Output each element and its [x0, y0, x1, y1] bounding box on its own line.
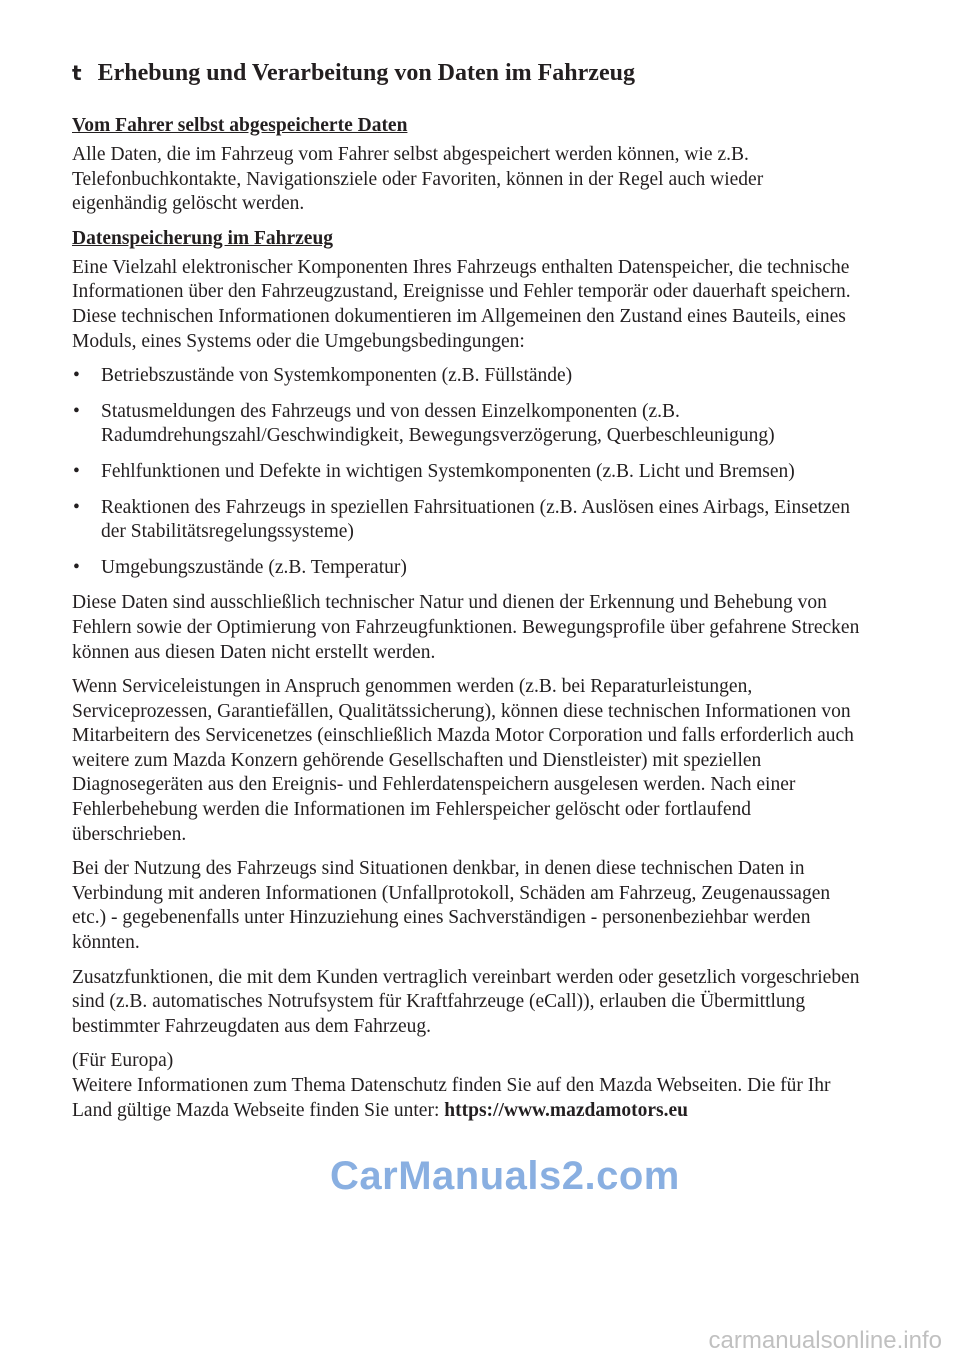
region-note: (Für Europa)	[72, 1050, 174, 1072]
section-marker: t	[72, 61, 82, 85]
para-privacy-info	[72, 1049, 862, 1123]
page-title	[72, 58, 862, 88]
para-personal-data: Bei der Nutzung des Fahrzeugs sind Situationen denkbar, in denen diese technischen Daten in Verbindung mit anderen Informationen (Unfallprotokoll, Schäden am Fahrzeug, Zeugenaussagen etc.) - gegebenenfalls unter Hinzuziehung eines Sachverständigen - personenbeziehbar werden könnten.	[72, 858, 831, 954]
bullet-list	[72, 364, 862, 580]
list-item: • Umgebungszustände (z.B. Temperatur)	[72, 556, 862, 581]
bullet-icon: •	[73, 460, 80, 482]
para-additional-functions: Zusatzfunktionen, die mit dem Kunden vertraglich vereinbart werden oder gesetzlich vorgeschrieben sind (z.B. automatisches Notrufsystem für Kraftfahrzeuge (eCall)), erlauben die Übermittlung bestimmter Fahrzeugdaten aus dem Fahrzeug.	[72, 966, 860, 1037]
list-item: • Betriebszustände von Systemkomponenten (z.B. Füllstände)	[72, 364, 862, 389]
privacy-text: Weitere Informationen zum Thema Datenschutz finden Sie auf den Mazda Webseiten. Die für Ihr Land gültige Mazda Webseite finden Sie unter:	[72, 1075, 831, 1121]
list-item: • Fehlfunktionen und Defekte in wichtigen Systemkomponenten (z.B. Licht und Bremsen)	[72, 460, 862, 485]
para-technical-nature: Diese Daten sind ausschließlich technischer Natur und dienen der Erkennung und Behebung von Fehlern sowie der Optimierung von Fahrzeugfunktionen. Bewegungsprofile über gefahrene Strecken können aus diesen Daten nicht erstellt werden.	[72, 592, 860, 663]
list-item: • Statusmeldungen des Fahrzeugs und von dessen Einzelkomponenten (z.B. Radumdrehungszahl/Geschwindigkeit, Bewegungsverzögerung, Querbeschleunigung)	[73, 400, 775, 447]
para-driver-data: Alle Daten, die im Fahrzeug vom Fahrer selbst abgespeichert werden können, wie z.B. Telefonbuchkontakte, Navigationsziele oder Favoriten, können in der Regel auch wieder eigenhändig gelöscht werden.	[72, 144, 764, 215]
bullet-icon: •	[73, 400, 80, 422]
bullet-icon: •	[73, 496, 80, 518]
heading-driver-data: Vom Fahrer selbst abgespeicherte Daten	[72, 115, 408, 136]
bullet-icon: •	[73, 365, 80, 387]
list-item: • Reaktionen des Fahrzeugs in speziellen Fahrsituationen (z.B. Auslösen eines Airbags, Einsetzen der Stabilitätsregelungssysteme)	[73, 496, 850, 543]
heading-data-storage: Datenspeicherung im Fahrzeug	[72, 227, 334, 249]
page-title-text: Erhebung und Verarbeitung von Daten im Fahrzeug	[97, 60, 635, 86]
brand-watermark: CarManuals2.com	[330, 1154, 680, 1198]
bullet-icon: •	[73, 556, 80, 578]
para-storage-intro: Eine Vielzahl elektronischer Komponenten Ihres Fahrzeugs enthalten Datenspeicher, die technische Informationen über den Fahrzeugzustand, Ereignisse und Fehler temporär oder dauerhaft speichern. Diese technischen Informationen dokumentieren im Allgemeinen den Zustand eines Bauteils, eines Moduls, eines Systems oder die Umgebungsbedingungen:	[72, 256, 851, 352]
site-watermark: carmanualsonline.info	[708, 1327, 942, 1354]
mazda-website-link[interactable]: https://www.mazdamotors.eu	[444, 1099, 689, 1121]
document-page	[72, 58, 862, 1133]
para-service: Wenn Serviceleistungen in Anspruch genommen werden (z.B. bei Reparaturleistungen, Serviceprozessen, Garantiefällen, Qualitätssicherung), können diese technischen Informationen von Mitarbeitern des Servicenetzes (einschließlich Mazda Motor Corporation und falls erforderlich auch weitere zum Mazda Konzern gehörende Gesellschaften und Dienstleister) mit speziellen Diagnosegeräten aus den Ereignis- und Fehlerdatenspeichern ausgelesen werden. Nach einer Fehlerbehebung werden die Informationen im Fehlerspeicher gelöscht oder fortlaufend überschrieben.	[72, 676, 854, 845]
